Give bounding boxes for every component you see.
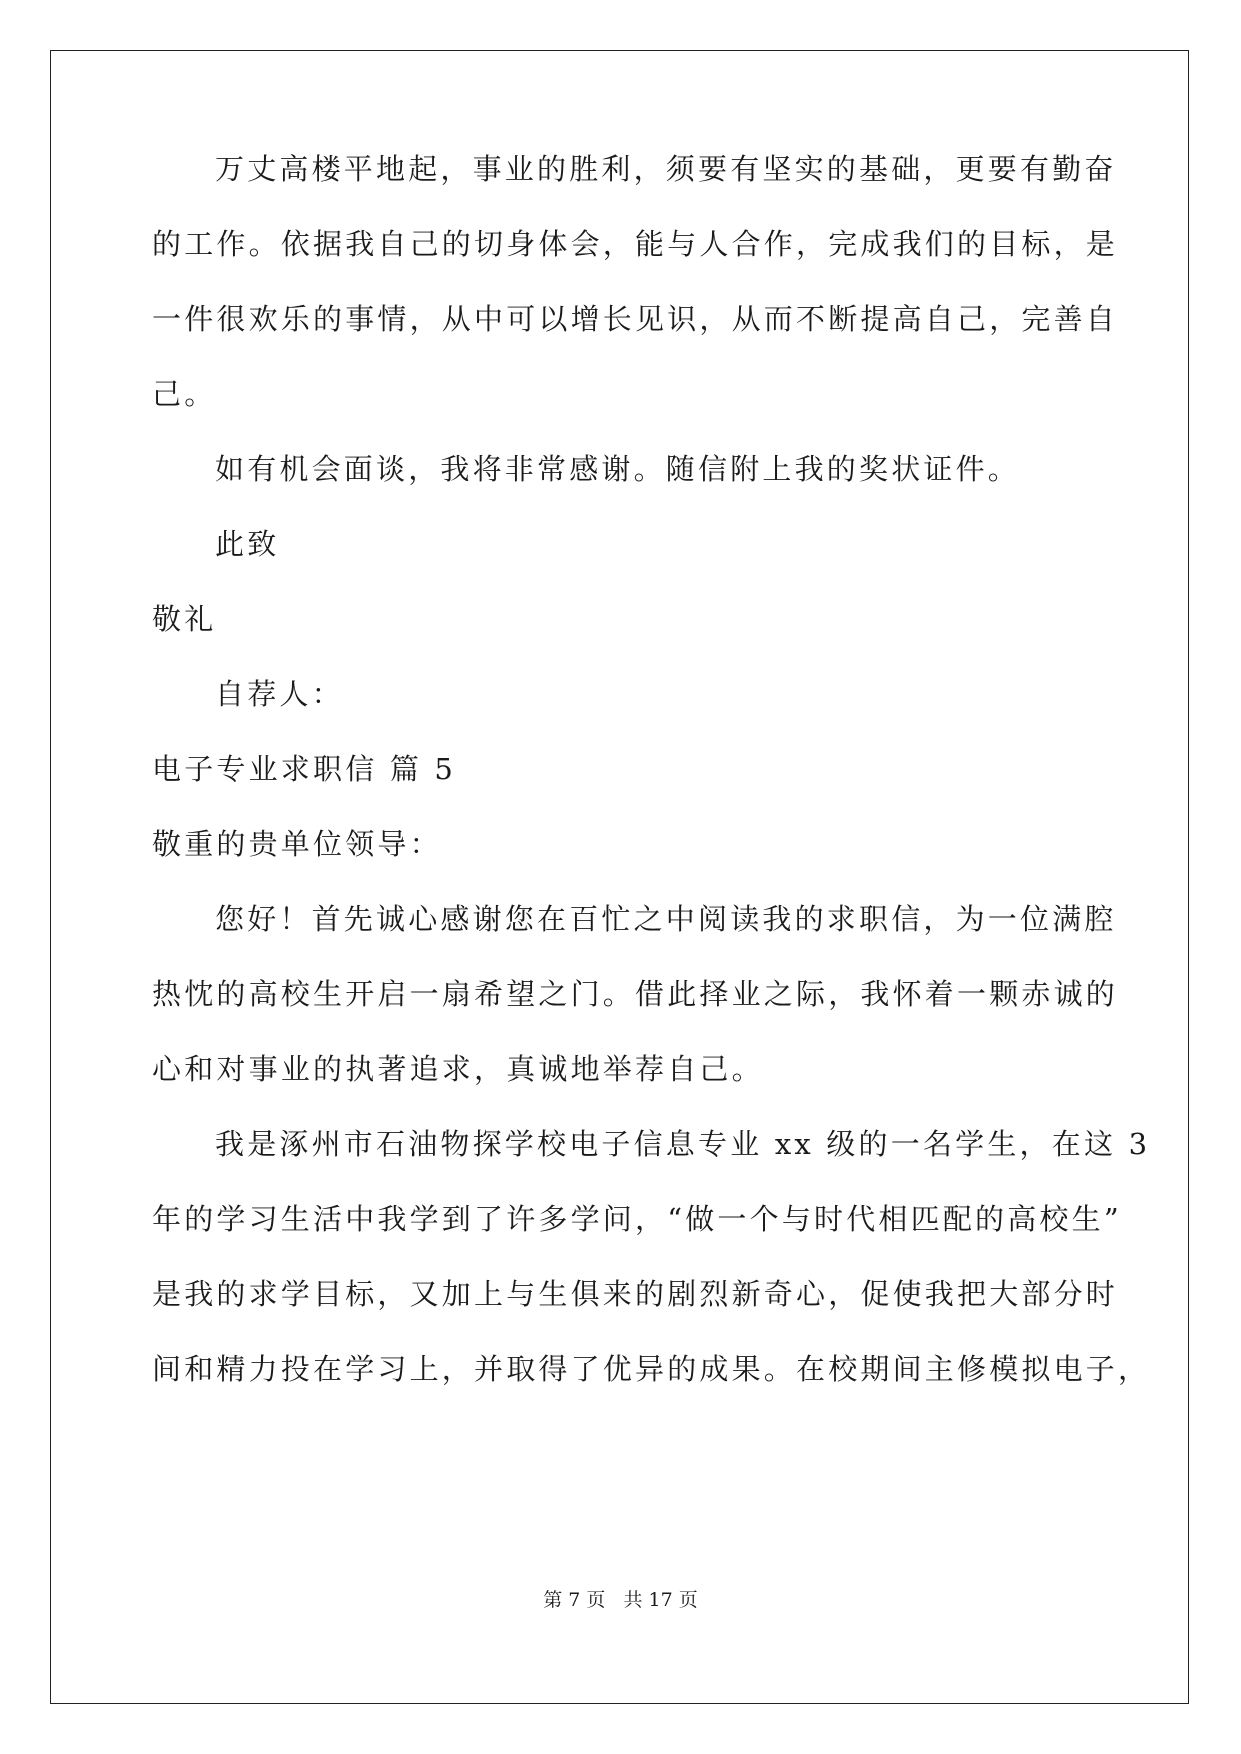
- paragraph-4-line-3: 是我的求学目标，又加上与生俱来的剧烈新奇心，促使我把大部分时: [152, 1277, 1119, 1311]
- paragraph-4-line-2: 年的学习生活中我学到了许多学问，“做一个与时代相匹配的高校生”: [152, 1202, 1122, 1236]
- closing-line: 此致: [215, 527, 280, 561]
- paragraph-2: 如有机会面谈，我将非常感谢。随信附上我的奖状证件。: [215, 452, 1021, 486]
- paragraph-3-line-3: 心和对事业的执著追求，真诚地举荐自己。: [152, 1052, 764, 1086]
- paragraph-3-line-2: 热忱的高校生开启一扇希望之门。借此择业之际，我怀着一颗赤诚的: [152, 977, 1119, 1011]
- signature-line: 自荐人：: [215, 677, 344, 711]
- paragraph-4-line-1: 我是涿州市石油物探学校电子信息专业 xx 级的一名学生，在这 3: [215, 1127, 1151, 1161]
- paragraph-1-line-3: 一件很欢乐的事情，从中可以增长见识，从而不断提高自己，完善自: [152, 302, 1119, 336]
- salute-line: 敬礼: [152, 602, 217, 636]
- current-page-label: 第 7 页: [543, 1589, 606, 1611]
- section-title: 电子专业求职信 篇 5: [152, 752, 457, 786]
- paragraph-1-line-1: 万丈高楼平地起，事业的胜利，须要有坚实的基础，更要有勤奋: [215, 152, 1117, 186]
- greeting-line: 敬重的贵单位领导：: [152, 827, 442, 861]
- paragraph-1-line-4: 己。: [152, 377, 217, 411]
- paragraph-4-line-4: 间和精力投在学习上，并取得了优异的成果。在校期间主修模拟电子，: [152, 1352, 1151, 1386]
- total-pages-label: 共 17 页: [623, 1589, 698, 1611]
- paragraph-3-line-1: 您好！首先诚心感谢您在百忙之中阅读我的求职信，为一位满腔: [215, 902, 1117, 936]
- page-footer: [0, 1588, 1241, 1612]
- paragraph-1-line-2: 的工作。依据我自己的切身体会，能与人合作，完成我们的目标，是: [152, 227, 1119, 261]
